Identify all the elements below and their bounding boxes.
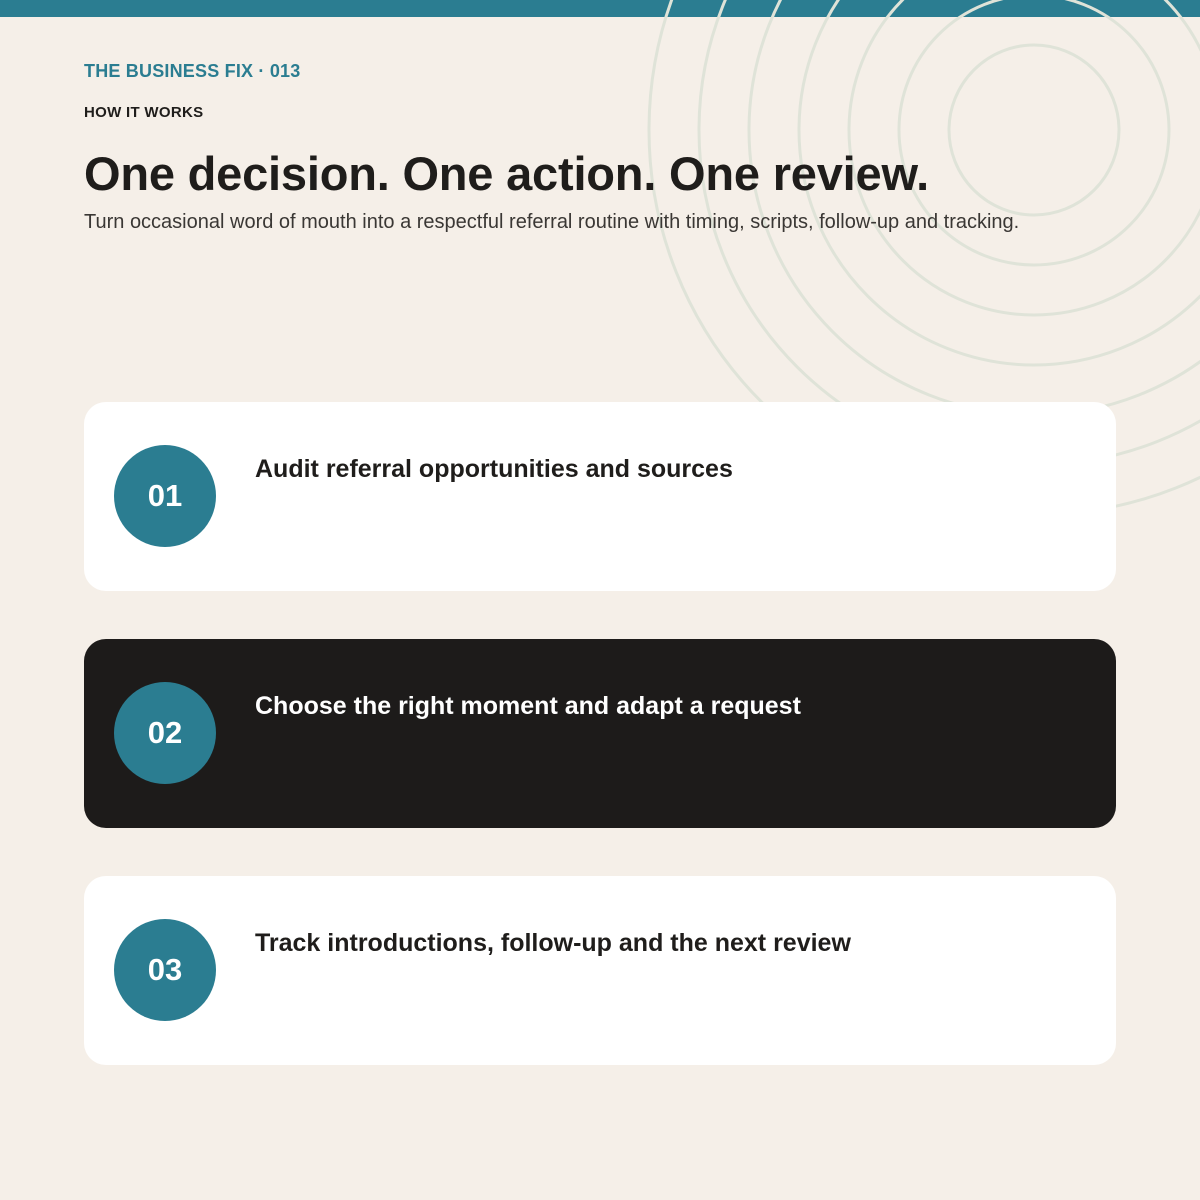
section-label: HOW IT WORKS — [84, 104, 204, 121]
page-title: One decision. One action. One review. — [84, 147, 929, 200]
series-label: THE BUSINESS FIX · 013 — [84, 61, 301, 81]
step-title: Choose the right moment and adapt a request — [255, 692, 801, 720]
step-number-badge: 03 — [114, 919, 216, 1021]
page-subtitle: Turn occasional word of mouth into a respectful referral routine with timing, scripts, follow-up and tracking. — [84, 211, 1020, 233]
step-title: Track introductions, follow-up and the next review — [255, 929, 851, 957]
step-card-1 — [84, 402, 1116, 591]
step-card-2 — [84, 639, 1116, 828]
top-accent-bar — [0, 0, 1200, 17]
step-number-badge: 02 — [114, 682, 216, 784]
step-number-badge: 01 — [114, 445, 216, 547]
step-title: Audit referral opportunities and sources — [255, 455, 733, 483]
step-card-3 — [84, 876, 1116, 1065]
